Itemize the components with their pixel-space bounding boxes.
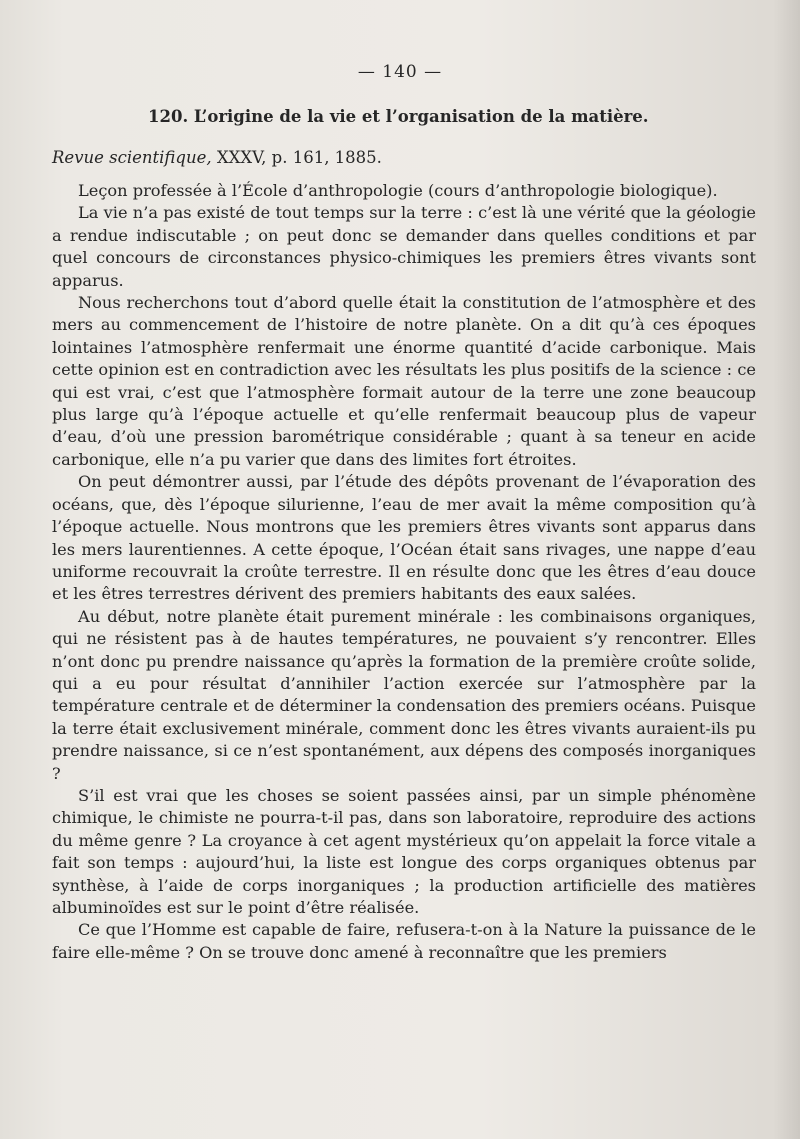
paragraph: La vie n’a pas existé de tout temps sur la terre : c’est là une vérité que la géologie a rendue indiscutable ; on peut donc se demander dans quelles conditions et par quel concours de circonstances physico-chimiques les premiers êtres vivants sont apparus.	[52, 203, 756, 290]
paragraph: Au début, notre planète était purement minérale : les combinaisons organiques, qui ne résistent pas à de hautes températures, ne pouvaient s’y rencontrer. Elles n’ont donc pu prendre naissance qu’après la formation de la première croûte solide, qui a eu pour résultat d’annihiler l’action exercée sur l’atmosphère par la température centrale et de déterminer la condensation des premiers océans. Puisque la terre était exclusivement minérale, comment donc les êtres vivants auraient-ils pu prendre naissance, si ce n’est spontanément, aux dépens des composés inorganiques ?	[52, 606, 756, 783]
paragraph: S’il est vrai que les choses se soient passées ainsi, par un simple phénomène chimique, le chimiste ne pourra-t-il pas, dans son laboratoire, reproduire des actions du même genre ? La croyance à cet agent mystérieux qu’on appelait la force vitale a fait son temps : aujourd’hui, la liste est longue des corps organiques obtenus par synthèse, à l’aide de corps inorganiques ; la production artificielle des matières albuminoïdes est sur le point d’être réalisée.	[52, 785, 756, 917]
paragraph: Leçon professée à l’École d’anthropologie (cours d’anthropologie biologique).	[78, 181, 718, 200]
paragraph: Ce que l’Homme est capable de faire, refusera-t-on à la Nature la puissance de le faire elle-même ? On se trouve donc amené à reconnaître que les premiers	[52, 920, 756, 962]
source-journal: Revue scientifique,	[52, 148, 212, 167]
source-details: XXXV, p. 161, 1885.	[211, 148, 382, 167]
paragraph: Nous recherchons tout d’abord quelle était la constitution de l’atmosphère et des mers au commencement de l’histoire de notre planète. On a dit qu’à ces époques lointaines l’atmosphère renfermait une énorme quantité d’acide carbonique. Mais cette opinion est en contradiction avec les résultats les plus positifs de la science : ce qui est vrai, c’est que l’atmosphère formait autour de la terre une zone beaucoup plus large qu’à l’époque actuelle et qu’elle renfermait beaucoup plus de vapeur d’eau, d’où une pression barométrique considérable ; quant à sa teneur en acide carbonique, elle n’a pu varier que dans des limites fort étroites.	[52, 293, 756, 469]
article-title: 120. L’origine de la vie et l’organisation de la matière.	[148, 107, 649, 126]
article-body	[52, 180, 756, 964]
paragraph: On peut démontrer aussi, par l’étude des dépôts provenant de l’évaporation des océans, que, dès l’époque silurienne, l’eau de mer avait la même composition qu’à l’époque actuelle. Nous montrons que les premiers êtres vivants sont apparus dans les mers laurentiennes. A cette époque, l’Océan était sans rivages, une nappe d’eau uniforme recouvrait la croûte terrestre. Il en résulte donc que les êtres d’eau douce et les êtres terrestres dérivent des premiers habitants des eaux salées.	[52, 472, 756, 604]
page-edge-shadow	[774, 0, 800, 1139]
article-source	[52, 148, 382, 167]
page-number: — 140 —	[357, 62, 443, 82]
